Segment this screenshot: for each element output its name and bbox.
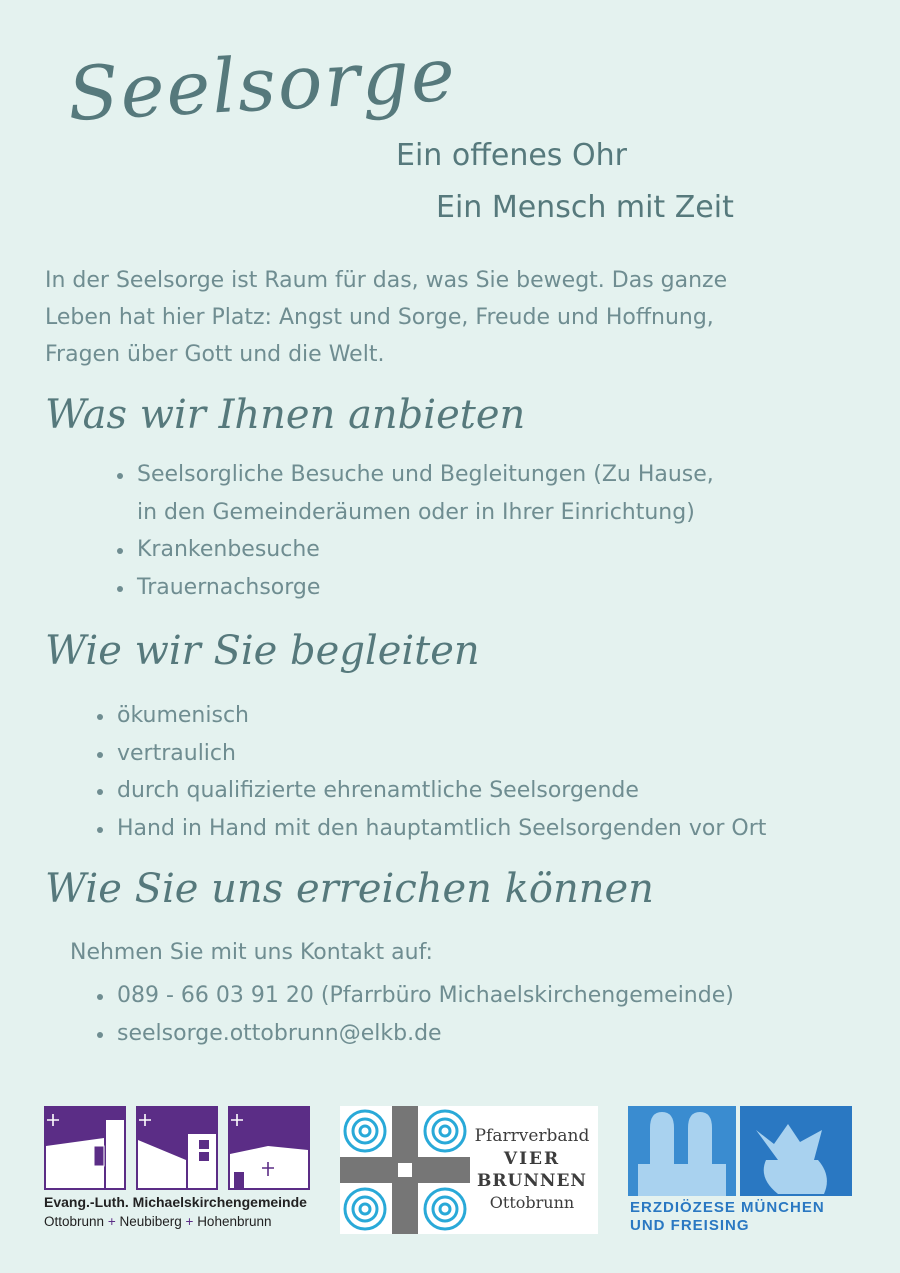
reach-heading: Wie Sie uns erreichen können [45, 866, 654, 912]
separator: + [185, 1214, 194, 1229]
intro-paragraph [45, 262, 835, 373]
how-heading: Wie wir Sie begleiten [45, 628, 480, 674]
logo-text: Ottobrunn [489, 1193, 575, 1212]
logo-text: VIER [503, 1149, 561, 1169]
church-house-icon [228, 1106, 310, 1190]
logo-erzdioezese [628, 1106, 852, 1234]
list-item-text: Krankenbesuche [137, 537, 320, 562]
logo-caption: ERZDIÖZESE MÜNCHEN [630, 1199, 825, 1216]
logo-places [44, 1214, 272, 1229]
email-text: seelsorge.ottobrunn@elkb.de [117, 1020, 442, 1046]
offer-list [115, 456, 714, 606]
offer-heading: Was wir Ihnen anbieten [45, 392, 526, 438]
logo-michaelskirchengemeinde [44, 1106, 310, 1234]
place-name: Neubiberg [119, 1214, 182, 1229]
intro-line: Leben hat hier Platz: Angst und Sorge, Freude und Hoffnung, [45, 305, 714, 330]
tagline-line-2: Ein Mensch mit Zeit [436, 190, 734, 225]
list-item-text: vertraulich [117, 740, 236, 766]
logo-caption: Evang.-Luth. Michaelskirchengemeinde [44, 1194, 307, 1210]
logo-pfarrverband [340, 1106, 598, 1234]
list-item-text: Trauernachsorge [137, 574, 321, 600]
logo-text: Pfarrverband [474, 1126, 590, 1146]
list-item [95, 772, 766, 810]
list-item [95, 735, 766, 773]
logo-text: BRUNNEN [477, 1171, 587, 1191]
intro-line: In der Seelsorge ist Raum für das, was Sie bewegt. Das ganze [45, 268, 728, 293]
contact-email[interactable] [95, 1015, 734, 1053]
church-house-icon [136, 1106, 218, 1190]
contact-list [95, 977, 734, 1052]
list-item [115, 569, 714, 607]
intro-line: Fragen über Gott und die Welt. [45, 342, 385, 367]
list-item-text: in den Gemeinderäumen oder in Ihrer Einrichtung) [137, 499, 695, 525]
list-item-text: ökumenisch [117, 703, 249, 728]
separator: + [107, 1214, 116, 1229]
contact-phone[interactable] [95, 977, 734, 1015]
tagline-line-1: Ein offenes Ohr [396, 138, 627, 173]
list-item [115, 531, 714, 569]
cathedral-crown-icon [628, 1106, 852, 1196]
how-list [95, 697, 766, 847]
phone-text: 089 - 66 03 91 20 (Pfarrbüro Michaelskirchengemeinde) [117, 983, 734, 1008]
list-item [95, 697, 766, 735]
list-item-text: durch qualifizierte ehrenamtliche Seelsorgende [117, 778, 639, 803]
church-house-icon [44, 1106, 126, 1190]
list-item-text: Hand in Hand mit den hauptamtlich Seelsorgenden vor Ort [117, 815, 767, 841]
logo-caption: UND FREISING [630, 1217, 750, 1234]
cross-wells-icon [340, 1106, 470, 1234]
page-title: Seelsorge [65, 31, 459, 138]
place-name: Hohenbrunn [197, 1214, 272, 1229]
list-item [115, 456, 714, 531]
contact-intro: Nehmen Sie mit uns Kontakt auf: [70, 940, 433, 965]
list-item-text: Seelsorgliche Besuche und Begleitungen (Zu Hause, [137, 462, 714, 487]
list-item [95, 810, 766, 848]
place-name: Ottobrunn [44, 1214, 105, 1229]
